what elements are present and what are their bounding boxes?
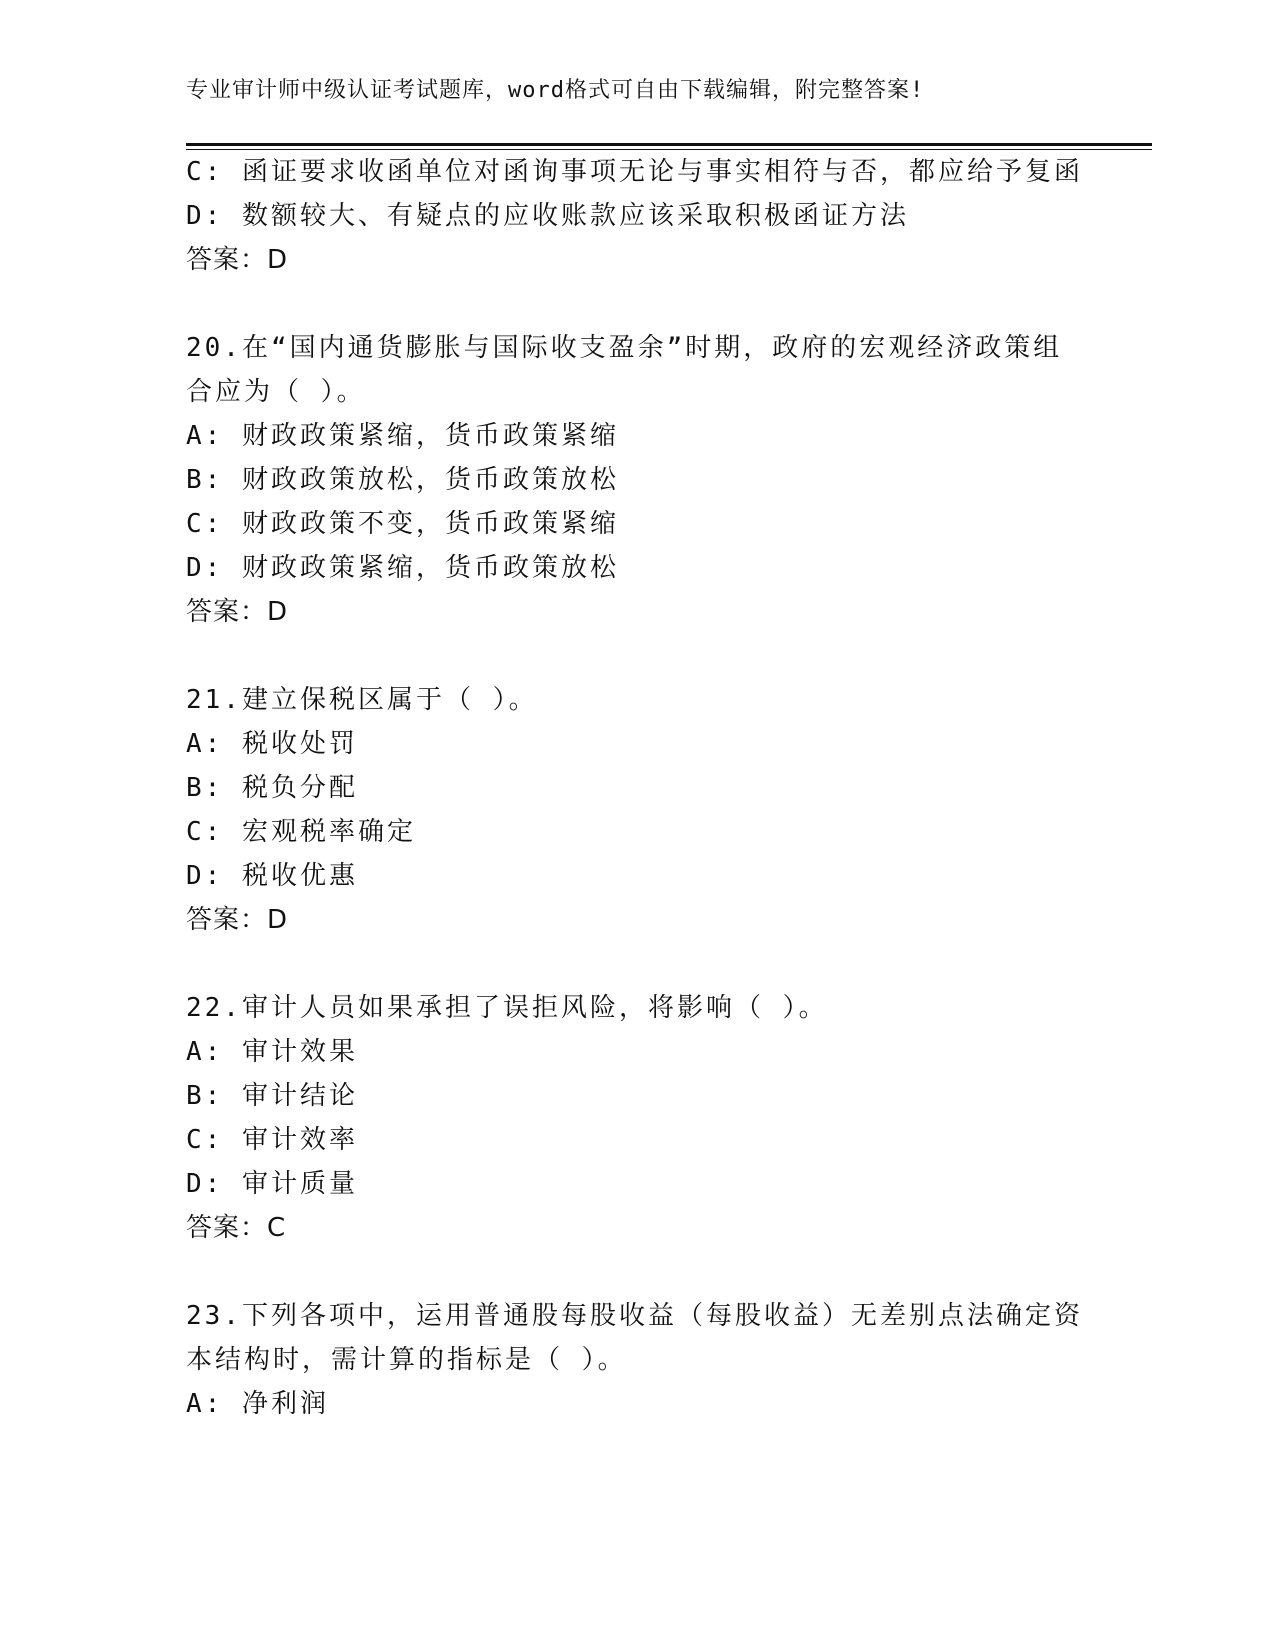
option-d: D: 数额较大、有疑点的应收账款应该采取积极函证方法 [186, 201, 909, 231]
question-22-option-d: D: 审计质量 [186, 1169, 358, 1199]
question-stem-23-line-1: 23.下列各项中，运用普通股每股收益（每股收益）无差别点法确定资 [186, 1301, 1083, 1331]
question-stem-21: 21.建立保税区属于（ ）。 [186, 685, 538, 715]
question-23-option-a: A: 净利润 [186, 1389, 329, 1419]
answer-line: 答案：D [186, 245, 289, 275]
question-21-answer: 答案：D [186, 905, 289, 935]
question-stem-20-line-1: 20.在“国内通货膨胀与国际收支盈余”时期，政府的宏观经济政策组 [186, 333, 1063, 363]
question-20-option-b: B: 财政政策放松，货币政策放松 [186, 465, 619, 495]
question-21-option-a: A: 税收处罚 [186, 729, 358, 759]
option-c: C: 函证要求收函单位对函询事项无论与事实相符与否，都应给予复函 [186, 157, 1083, 187]
question-22-option-c: C: 审计效率 [186, 1125, 358, 1155]
question-stem-23-line-2: 本结构时，需计算的指标是（ ）。 [186, 1345, 627, 1375]
question-stem-22: 22.审计人员如果承担了误拒风险，将影响（ ）。 [186, 993, 828, 1023]
question-22-option-a: A: 审计效果 [186, 1037, 358, 1067]
question-21-option-d: D: 税收优惠 [186, 861, 358, 891]
question-21-option-b: B: 税负分配 [186, 773, 358, 803]
question-22-option-b: B: 审计结论 [186, 1081, 358, 1111]
question-21-option-c: C: 宏观税率确定 [186, 817, 416, 847]
question-22-answer: 答案：C [186, 1213, 287, 1243]
page-header: 专业审计师中级认证考试题库，word格式可自由下载编辑，附完整答案! [186, 78, 925, 103]
question-20-option-c: C: 财政政策不变，货币政策紧缩 [186, 509, 619, 539]
question-stem-20-line-2: 合应为（ ）。 [186, 377, 366, 407]
header-rule-thin [186, 149, 1152, 150]
question-20-option-a: A: 财政政策紧缩，货币政策紧缩 [186, 421, 619, 451]
question-20-answer: 答案：D [186, 597, 289, 627]
question-20-option-d: D: 财政政策紧缩，货币政策放松 [186, 553, 619, 583]
header-rule-thick [186, 143, 1152, 146]
